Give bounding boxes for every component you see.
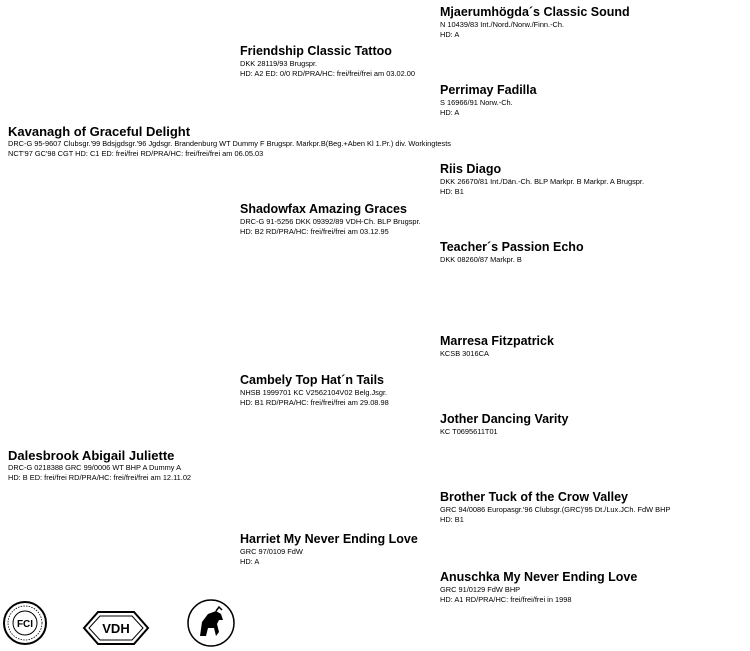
dog-name: Cambely Top Hat´n Tails: [240, 373, 385, 387]
pedigree-sire-sire: [240, 44, 415, 78]
dog-name: Friendship Classic Tattoo: [240, 44, 392, 58]
pedigree-dam-dam-sire: [440, 490, 670, 524]
pedigree-dam-sire-sire: [440, 334, 554, 359]
dog-info-line: HD: B2 RD/PRA/HC: frei/frei/frei am 03.12.95: [240, 226, 389, 236]
dog-info-line: DRC-G 91-5256 DKK 09392/89 VDH-Ch. BLP Brugspr.: [240, 217, 421, 226]
club-logo: [186, 598, 236, 648]
dog-name: Jother Dancing Varity: [440, 412, 569, 426]
dog-name: Perrimay Fadilla: [440, 83, 537, 97]
pedigree-dam-dam-dam: [440, 570, 637, 604]
dog-info-line: GRC 94/0086 Europasgr.'96 Clubsgr.(GRC)'95 Dt./Lux.JCh. FdW BHP: [440, 505, 671, 514]
dog-info-line: N 10439/83 Int./Nord./Norw./Finn.-Ch.: [440, 20, 565, 29]
pedigree-sire-dam: [240, 202, 421, 236]
pedigree-dam-dam: [240, 532, 418, 566]
pedigree-dam-sire: [240, 373, 389, 407]
dog-name: Shadowfax Amazing Graces: [240, 202, 407, 216]
pedigree-sire-sire-sire: [440, 5, 630, 39]
dog-info-line: DKK 28119/93 Brugspr.: [240, 59, 318, 68]
dog-name: Kavanagh of Graceful Delight: [8, 124, 191, 139]
dog-name: Teacher´s Passion Echo: [440, 240, 584, 254]
dog-info-line: KCSB 3016CA: [440, 349, 489, 358]
retriever-club-emblem-icon: [186, 598, 236, 648]
dog-name: Mjaerumhögda´s Classic Sound: [440, 5, 630, 19]
dog-name: Dalesbrook Abigail Juliette: [8, 448, 175, 463]
dog-info-line: DRC-G 0218388 GRC 99/0006 WT BHP A Dummy A: [8, 463, 182, 472]
dog-name: Brother Tuck of the Crow Valley: [440, 490, 629, 504]
dog-name: Anuschka My Never Ending Love: [440, 570, 638, 584]
dog-info-line: GRC 91/0129 FdW BHP: [440, 585, 521, 594]
fci-text: FCI: [16, 619, 34, 630]
pedigree-sire-dam-dam: [440, 240, 584, 265]
pedigree-sire-dam-sire: [440, 162, 644, 196]
dog-info-line: KC T0695611T01: [440, 427, 498, 436]
pedigree-sire-sire-dam: [440, 83, 537, 117]
dog-info-line: HD: A2 ED: 0/0 RD/PRA/HC: frei/frei/frei am 03.02.00: [240, 68, 415, 78]
pedigree-sire: [8, 124, 451, 158]
fci-logo: [2, 600, 48, 646]
fci-seal-icon: [2, 600, 48, 646]
dog-info-line: HD: A: [440, 107, 460, 117]
dog-info-line: GRC 97/0109 FdW: [240, 547, 303, 556]
dog-info-line: NCT'97 GC'98 CGT HD: C1 ED: frei/frei RD/PRA/HC: frei/frei/frei am 06.05.03: [8, 148, 264, 158]
dog-name: Riis Diago: [440, 162, 502, 176]
dog-info-line: S 16966/91 Norw.-Ch.: [440, 98, 513, 107]
pedigree-dam-sire-dam: [440, 412, 569, 437]
dog-info-line: DKK 08260/87 Markpr. B: [440, 255, 522, 264]
dog-info-line: DKK 26670/81 Int./Dän.-Ch. BLP Markpr. B Markpr. A Brugspr.: [440, 177, 645, 186]
dog-info-line: HD: A: [240, 556, 260, 566]
dog-info-line: HD: B1: [440, 186, 464, 196]
dog-info-line: HD: B1 RD/PRA/HC: frei/frei/frei am 29.08.98: [240, 397, 389, 407]
dog-info-line: HD: A1 RD/PRA/HC: frei/frei/frei in 1998: [440, 594, 572, 604]
vdh-text: VDH: [102, 621, 130, 636]
pedigree-dam: [8, 448, 191, 482]
dog-info-line: DRC-G 95-9607 Clubsgr.'99 Bdsjgdsgr.'96 Jgdsgr. Brandenburg WT Dummy F Brugspr. Markpr.B(Beg.+Aben Kl 1.Pr.) div. Workingtests: [8, 139, 451, 148]
vdh-logo: [80, 608, 152, 648]
dog-info-line: HD: A: [440, 29, 460, 39]
dog-info-line: HD: B ED: frei/frei RD/PRA/HC: frei/frei/frei am 12.11.02: [8, 472, 192, 482]
dog-name: Harriet My Never Ending Love: [240, 532, 418, 546]
dog-info-line: HD: B1: [440, 514, 464, 524]
dog-info-line: NHSB 1999701 KC V2562104V02 Belg.Jsgr.: [240, 388, 388, 397]
vdh-diamond-icon: [80, 608, 152, 648]
dog-name: Marresa Fitzpatrick: [440, 334, 554, 348]
